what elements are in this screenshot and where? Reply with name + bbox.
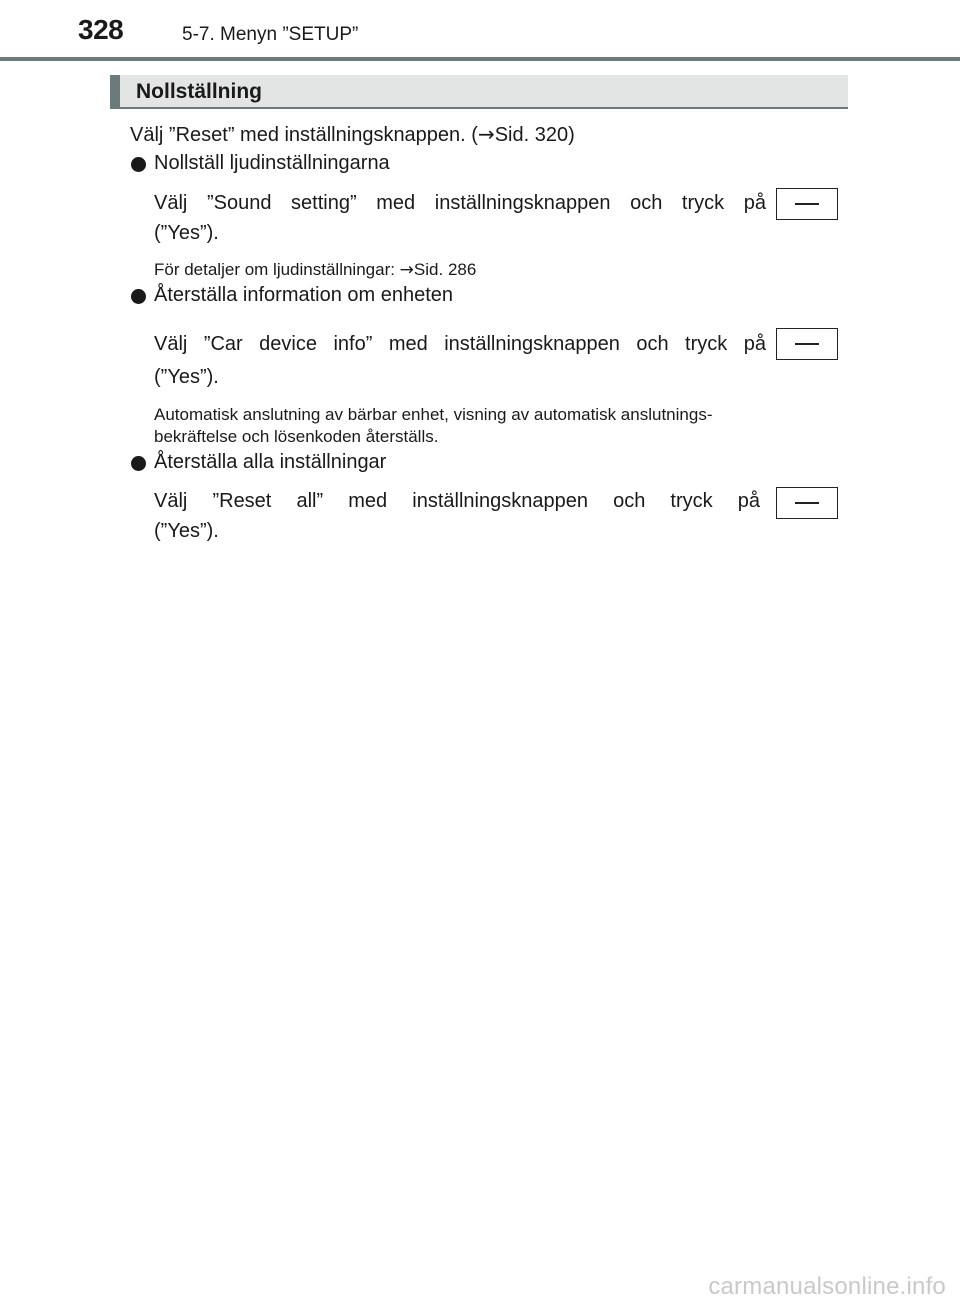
item-heading-device: Återställa information om enheten: [154, 284, 454, 306]
arrow-icon: →: [477, 122, 495, 146]
item-instruction-device: Välj ”Car device info” med inställningsknappen och tryck på: [154, 333, 766, 355]
page-number: 328: [78, 14, 124, 45]
bullet-icon: [131, 456, 146, 471]
item-instruction-reset-all: Välj ”Reset all” med inställningsknappen och tryck på: [154, 490, 760, 512]
item-instruction-sound-cont: (”Yes”).: [154, 222, 219, 244]
intro-page-ref: Sid. 320): [494, 124, 575, 146]
button-icon: [776, 188, 838, 220]
item-note-sound: [154, 260, 476, 280]
item-instruction-device-cont: (”Yes”).: [154, 366, 219, 388]
item-note-device-line1: Automatisk anslutning av bärbar enhet, visning av automatisk anslutnings-: [154, 405, 713, 424]
section-title: Nollställning: [136, 80, 262, 103]
bullet-icon: [131, 289, 146, 304]
note-text: För detaljer om ljudinställningar:: [154, 260, 400, 279]
button-icon: [776, 487, 838, 519]
intro-text: Välj ”Reset” med inställningsknappen. (: [130, 124, 478, 146]
item-instruction-reset-all-cont: (”Yes”).: [154, 520, 219, 542]
bullet-icon: [131, 157, 146, 172]
section-header: [110, 75, 848, 109]
item-heading-sound: Nollställ ljudinställningarna: [154, 152, 390, 174]
header-rule: [0, 57, 960, 61]
arrow-icon: →: [399, 260, 414, 280]
running-head: 5-7. Menyn ”SETUP”: [182, 24, 359, 45]
item-heading-reset-all: Återställa alla inställningar: [154, 451, 387, 473]
item-note-device-line2: bekräftelse och lösenkoden återställs.: [154, 427, 439, 446]
button-icon: [776, 328, 838, 360]
note-page-ref: Sid. 286: [413, 260, 477, 279]
item-instruction-sound: Välj ”Sound setting” med inställningsknappen och tryck på: [154, 192, 766, 214]
watermark: carmanualsonline.info: [708, 1273, 946, 1300]
intro-paragraph: [130, 122, 575, 147]
